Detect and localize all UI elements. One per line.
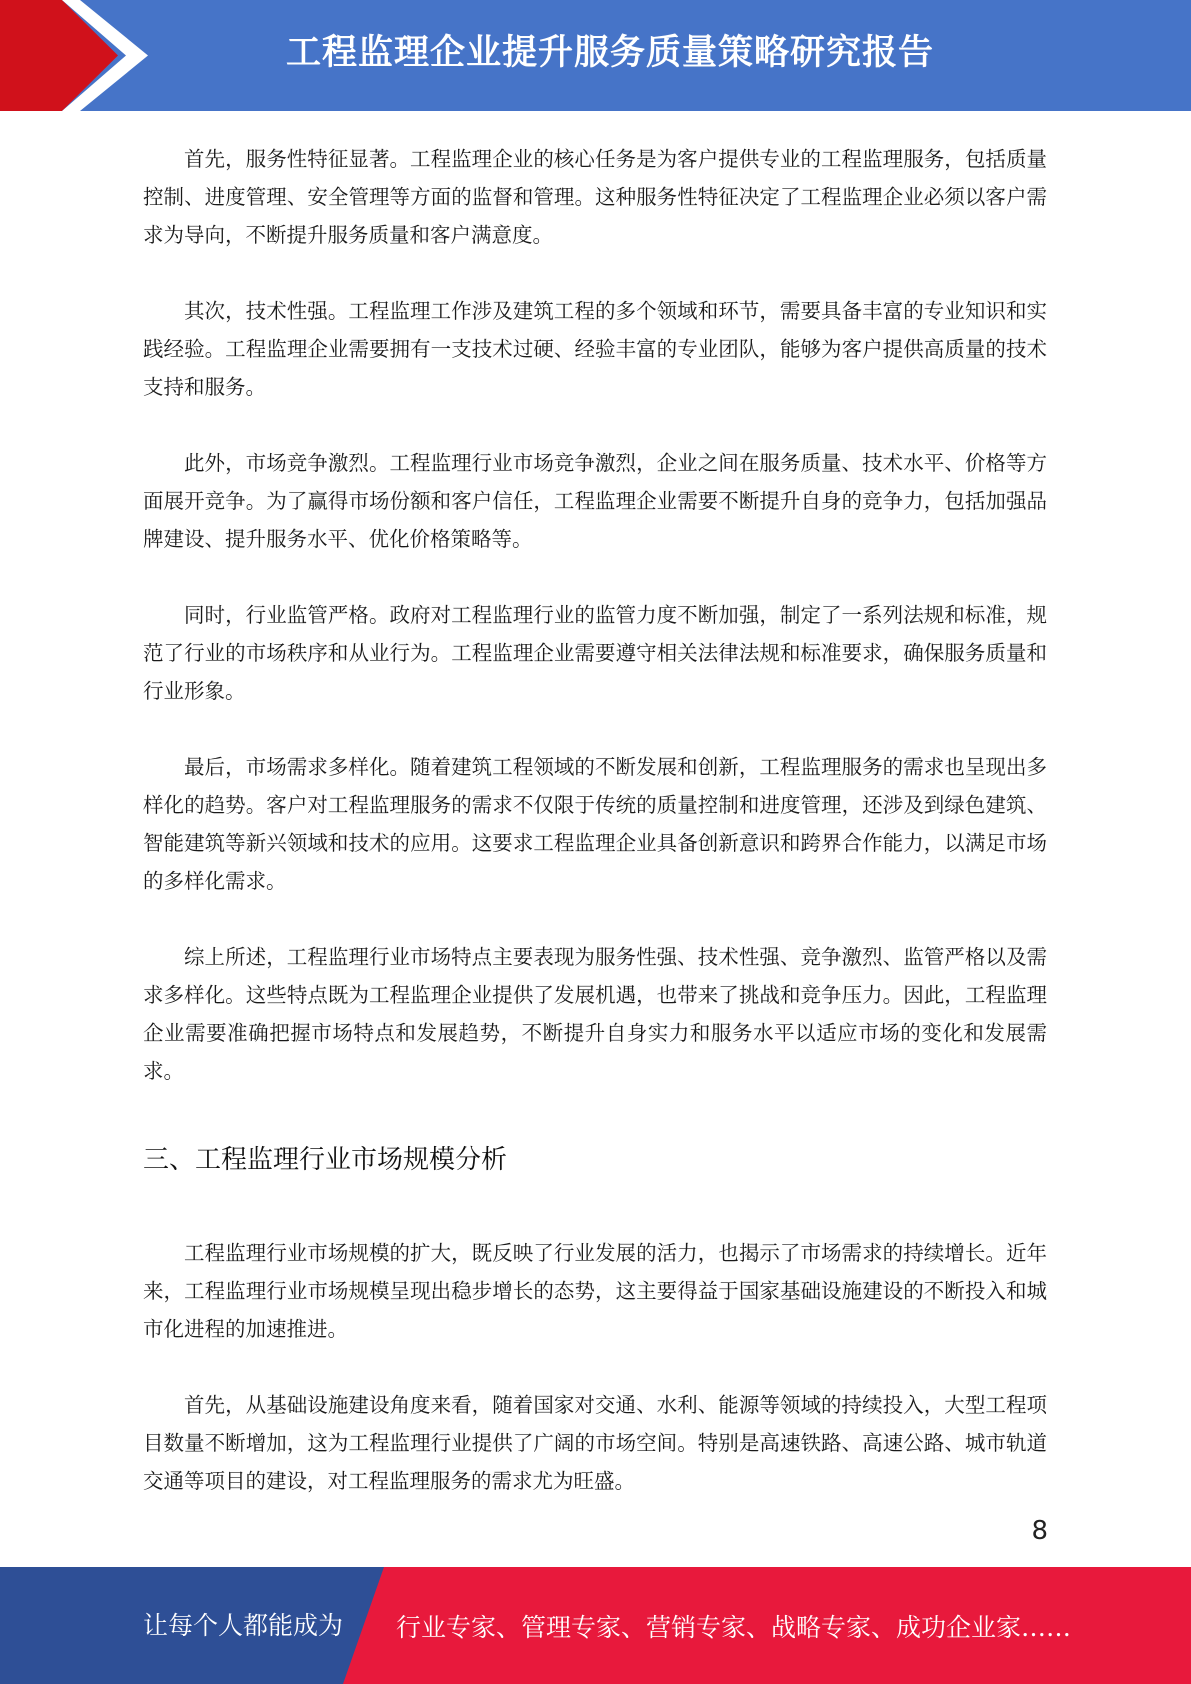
paragraph-demand: 最后，市场需求多样化。随着建筑工程领域的不断发展和创新，工程监理服务的需求也呈现出多样化的趋势。客户对工程监理服务的需求不仅限于传统的质量控制和进度管理，还涉及到绿色建筑、智能建筑等新兴领域和技术的应用。这要求工程监理企业具备创新意识和跨界合作能力，以满足市场的多样化需求。 — [143, 755, 1047, 893]
footer-slogan-left: 让每个人都能成为 — [143, 1611, 344, 1640]
page-number: 8 — [1031, 1516, 1048, 1546]
paragraph-technical: 其次，技术性强。工程监理工作涉及建筑工程的多个领域和环节，需要具备丰富的专业知识和实践经验。工程监理企业需要拥有一支技术过硬、经验丰富的专业团队，能够为客户提供高质量的技术支持和服务。 — [143, 299, 1047, 399]
paragraph-infrastructure: 首先，从基础设施建设角度来看，随着国家对交通、水利、能源等领域的持续投入，大型工程项目数量不断增加，这为工程监理行业提供了广阔的市场空间。特别是高速铁路、高速公路、城市轨道交通等项目的建设，对工程监理服务的需求尤为旺盛。 — [143, 1393, 1047, 1493]
section-heading: 三、工程监理行业市场规模分析 — [143, 1145, 508, 1175]
footer-slogan-right: 行业专家、管理专家、营销专家、战略专家、成功企业家…… — [396, 1613, 1072, 1642]
paragraph-competition: 此外，市场竞争激烈。工程监理行业市场竞争激烈，企业之间在服务质量、技术水平、价格等方面展开竞争。为了赢得市场份额和客户信任，工程监理企业需要不断提升自身的竞争力，包括加强品牌建设、提升服务水平、优化价格策略等。 — [143, 451, 1047, 551]
paragraph-summary: 综上所述，工程监理行业市场特点主要表现为服务性强、技术性强、竞争激烈、监管严格以及需求多样化。这些特点既为工程监理企业提供了发展机遇，也带来了挑战和竞争压力。因此，工程监理企业需要准确把握市场特点和发展趋势，不断提升自身实力和服务水平以适应市场的变化和发展需求。 — [143, 945, 1047, 1083]
document-title: 工程监理企业提升服务质量策略研究报告 — [285, 33, 934, 73]
paragraph-market-scale: 工程监理行业市场规模的扩大，既反映了行业发展的活力，也揭示了市场需求的持续增长。近年来，工程监理行业市场规模呈现出稳步增长的态势，这主要得益于国家基础设施建设的不断投入和城市化进程的加速推进。 — [143, 1241, 1047, 1341]
paragraph-service: 首先，服务性特征显著。工程监理企业的核心任务是为客户提供专业的工程监理服务，包括质量控制、进度管理、安全管理等方面的监督和管理。这种服务性特征决定了工程监理企业必须以客户需求为导向，不断提升服务质量和客户满意度。 — [143, 147, 1047, 247]
header-arrow-decoration — [0, 0, 150, 111]
header-banner — [0, 0, 1191, 111]
paragraph-regulation: 同时，行业监管严格。政府对工程监理行业的监管力度不断加强，制定了一系列法规和标准，规范了行业的市场秩序和从业行为。工程监理企业需要遵守相关法律法规和标准要求，确保服务质量和行业形象。 — [143, 603, 1047, 703]
footer-banner — [0, 1567, 1191, 1684]
main-content — [143, 140, 1047, 1538]
